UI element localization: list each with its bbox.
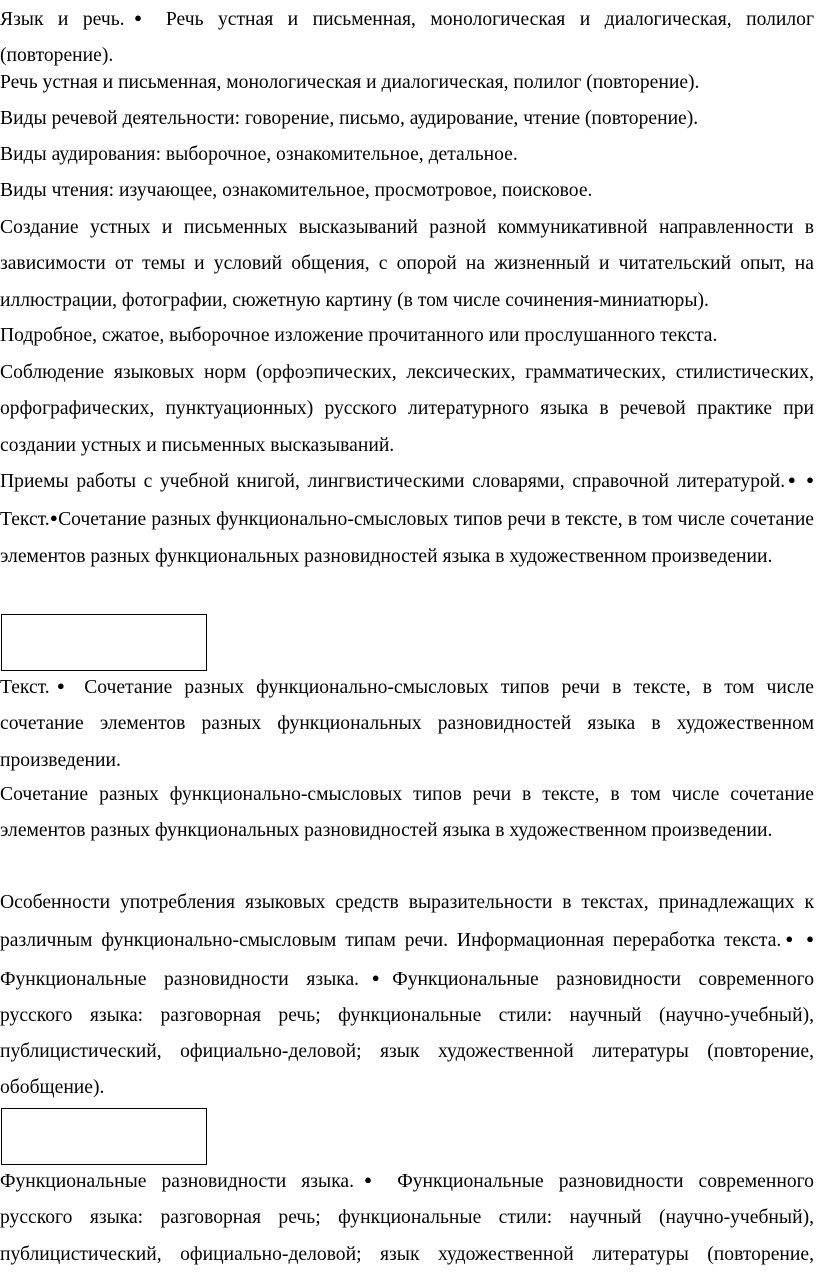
paragraph-text: Сочетание разных функционально-смысловых типов речи в тексте, в том числе сочетание элементов разных функциональных разновидностей языка в художественном произведении. bbox=[0, 509, 815, 567]
paragraph-text: Приемы работы с учебной книгой, лингвистическими словарями, справочной литературой. bbox=[0, 471, 786, 492]
paragraph-text: Функциональные разновидности современного русского языка: разговорная речь; функциональные стили: научный (научно-учебный), публицистический, официально-деловой; язык художественной литературы (повторение, обобщение). bbox=[0, 968, 814, 1099]
paragraph-text: Текст. bbox=[0, 677, 50, 698]
empty-frame bbox=[1, 1108, 207, 1165]
bullet-icon: ● bbox=[785, 472, 799, 487]
bullet-icon: ● bbox=[806, 472, 814, 487]
paragraph-working-methods bbox=[0, 462, 814, 575]
paragraph-text bbox=[799, 471, 807, 492]
bullet-icon: ● bbox=[49, 510, 59, 526]
paragraph-speech-activity: Виды речевой деятельности: говорение, письмо, аудирование, чтение (повторение). bbox=[0, 108, 699, 129]
bullet-icon: ● bbox=[354, 1172, 383, 1187]
bullet-icon: ● bbox=[49, 678, 73, 693]
paragraph-text: Функциональные разновидности языка. bbox=[0, 1171, 355, 1192]
paragraph-expressive-means bbox=[0, 885, 814, 1107]
paragraph-functional-varieties bbox=[0, 1162, 814, 1273]
paragraph-presentation: Подробное, сжатое, выборочное изложение прочитанного или прослушанного текста. bbox=[0, 325, 718, 346]
empty-frame bbox=[1, 614, 207, 671]
bullet-icon: ● bbox=[806, 931, 815, 947]
paragraph-text: Особенности употребления языковых средств выразительности в текстах, принадлежащих к различным функционально-смысловым типам речи. Информационная переработка текста. bbox=[0, 892, 814, 952]
bullet-icon: ● bbox=[359, 969, 393, 985]
paragraph-language-and-speech bbox=[0, 0, 814, 75]
paragraph-speech-types: Речь устная и письменная, монологическая и диалогическая, полилог (повторение). bbox=[0, 72, 700, 93]
paragraph-text: Функциональные разновидности языка. bbox=[0, 968, 360, 990]
paragraph-reading-types: Виды чтения: изучающее, ознакомительное, просмотровое, поисковое. bbox=[0, 180, 593, 201]
paragraph-text: Сочетание разных функционально-смысловых типов речи в тексте, в том числе сочетание элементов разных функциональных разновидностей языка в художественном произведении. bbox=[0, 677, 815, 771]
paragraph-text-combination bbox=[0, 668, 814, 779]
paragraph-text: Речь устная и письменная, монологическая и диалогическая, полилог (повторение). bbox=[0, 9, 814, 67]
paragraph-text bbox=[797, 930, 806, 951]
paragraph-text: Функциональные разновидности современного русского языка: разговорная речь; функциональные стили: научный (научно-учебный), публицистический, официально-деловой; язык художественной литературы (повторение, bbox=[0, 1171, 814, 1265]
bullet-icon: ● bbox=[781, 931, 798, 947]
paragraph-creating-statements: Создание устных и письменных высказываний разной коммуникативной направленности в зависимости от темы и условий общения, с опорой на жизненный и читательский опыт, на иллюстрации, фотографии, сюжетную картину (в том числе сочинения-миниатюры). bbox=[0, 217, 814, 311]
paragraph-combination-repeat: Сочетание разных функционально-смысловых типов речи в тексте, в том числе сочетание элементов разных функциональных разновидностей языка в художественном произведении. bbox=[0, 784, 814, 842]
paragraph-listening-types: Виды аудирования: выборочное, ознакомительное, детальное. bbox=[0, 144, 518, 165]
paragraph-language-norms: Соблюдение языковых норм (орфоэпических, лексических, грамматических, стилистических, орфографических, пунктуационных) русского литературного языка в речевой практике при создании устных и письменных высказываний. bbox=[0, 362, 814, 456]
paragraph-text: Язык и речь. bbox=[0, 9, 125, 30]
paragraph-text: Текст. bbox=[0, 509, 50, 531]
bullet-icon: ● bbox=[124, 10, 152, 25]
